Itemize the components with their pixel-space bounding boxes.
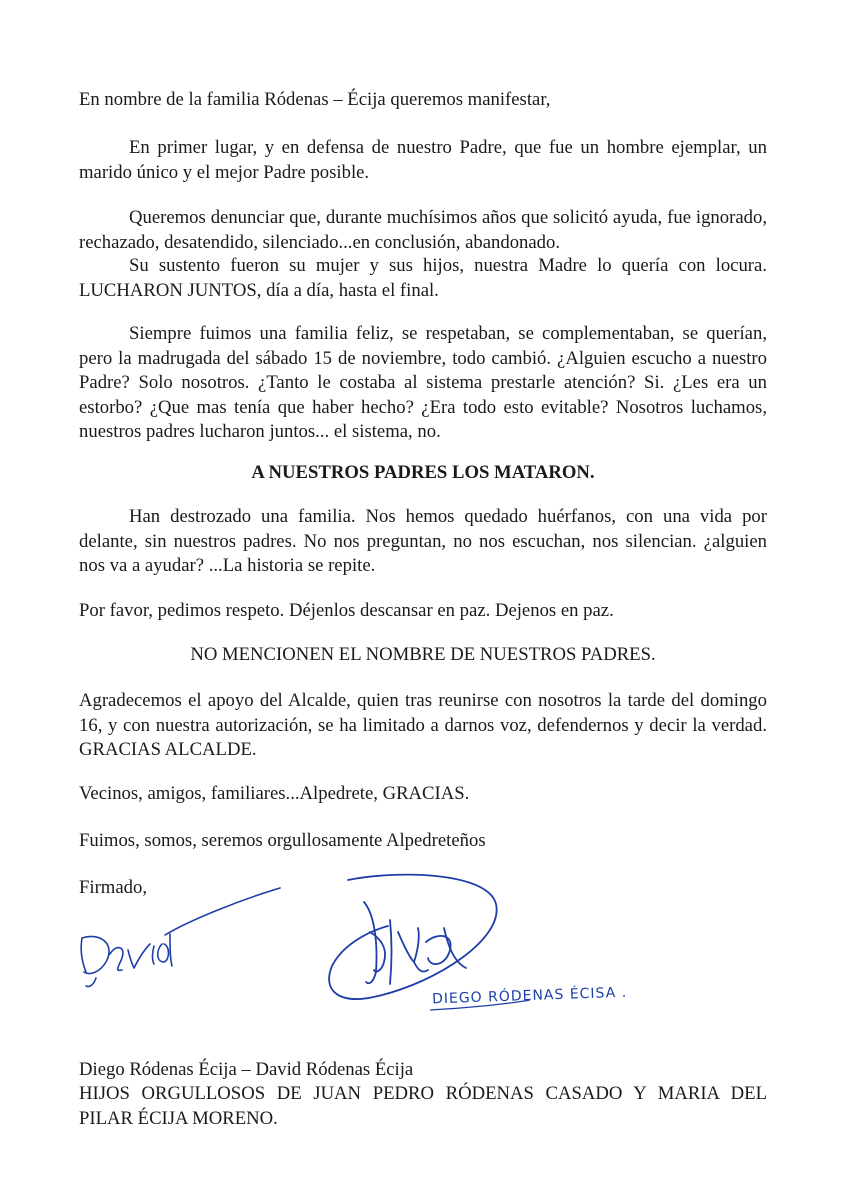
greeting: En nombre de la familia Ródenas – Écija queremos manifestar, — [79, 89, 551, 110]
signature-david — [70, 880, 300, 1000]
paragraph-6: Por favor, pedimos respeto. Déjenlos descansar en paz. Dejenos en paz. — [79, 600, 614, 621]
paragraph-3: Su sustento fueron su mujer y sus hijos, nuestra Madre lo quería con locura. LUCHARON JUNTOS, día a día, hasta el final. — [79, 255, 767, 301]
sons-line-2: PILAR ÉCIJA MORENO. — [79, 1107, 278, 1129]
paragraph-8: Agradecemos el apoyo del Alcalde, quien tras reunirse con nosotros la tarde del domingo 16, y con nuestra autorización, se ha limitado a darnos voz, defendernos y decir la verdad. GRACIAS ALCALDE. — [79, 690, 767, 760]
signed-label: Firmado, — [79, 877, 147, 898]
heading: A NUESTROS PADRES LOS MATARON. — [251, 462, 595, 483]
paragraph-9: Vecinos, amigos, familiares...Alpedrete, GRACIAS. — [79, 783, 470, 804]
paragraph-7: NO MENCIONEN EL NOMBRE DE NUESTROS PADRES. — [190, 644, 656, 665]
paragraph-2: Queremos denunciar que, durante muchísimos años que solicitó ayuda, fue ignorado, rechazado, desatendido, silenciado...en conclusión, abandonado. — [79, 207, 767, 253]
sons-line-1: HIJOS ORGULLOSOS DE JUAN PEDRO RÓDENAS CASADO Y MARIA DEL — [79, 1083, 767, 1104]
paragraph-5: Han destrozado una familia. Nos hemos quedado huérfanos, con una vida por delante, sin nuestros padres. No nos preguntan, no nos escuchan, nos silencian. ¿alguien nos va a ayudar? ...La historia se repite. — [79, 506, 767, 576]
signature-diego-label: DIEGO RÓDENAS ÉCISA . — [431, 984, 628, 1008]
paragraph-4: Siempre fuimos una familia feliz, se respetaban, se complementaban, se querían, pero la madrugada del sábado 15 de noviembre, todo cambió. ¿Alguien escucho a nuestro Padre? Solo nosotros. ¿Tanto le costaba al sistema prestarle atención? Si. ¿Les era un estorbo? ¿Que mas tenía que haber hecho? ¿Era todo esto evitable? Nosotros luchamos, nuestros padres lucharon juntos... el sistema, no. — [79, 323, 767, 442]
sons-line — [79, 1082, 767, 1131]
paragraph-10: Fuimos, somos, seremos orgullosamente Alpedreteños — [79, 830, 486, 851]
paragraph-1: En primer lugar, y en defensa de nuestro Padre, que fue un hombre ejemplar, un marido único y el mejor Padre posible. — [79, 137, 767, 183]
signers: Diego Ródenas Écija – David Ródenas Écija — [79, 1059, 414, 1080]
